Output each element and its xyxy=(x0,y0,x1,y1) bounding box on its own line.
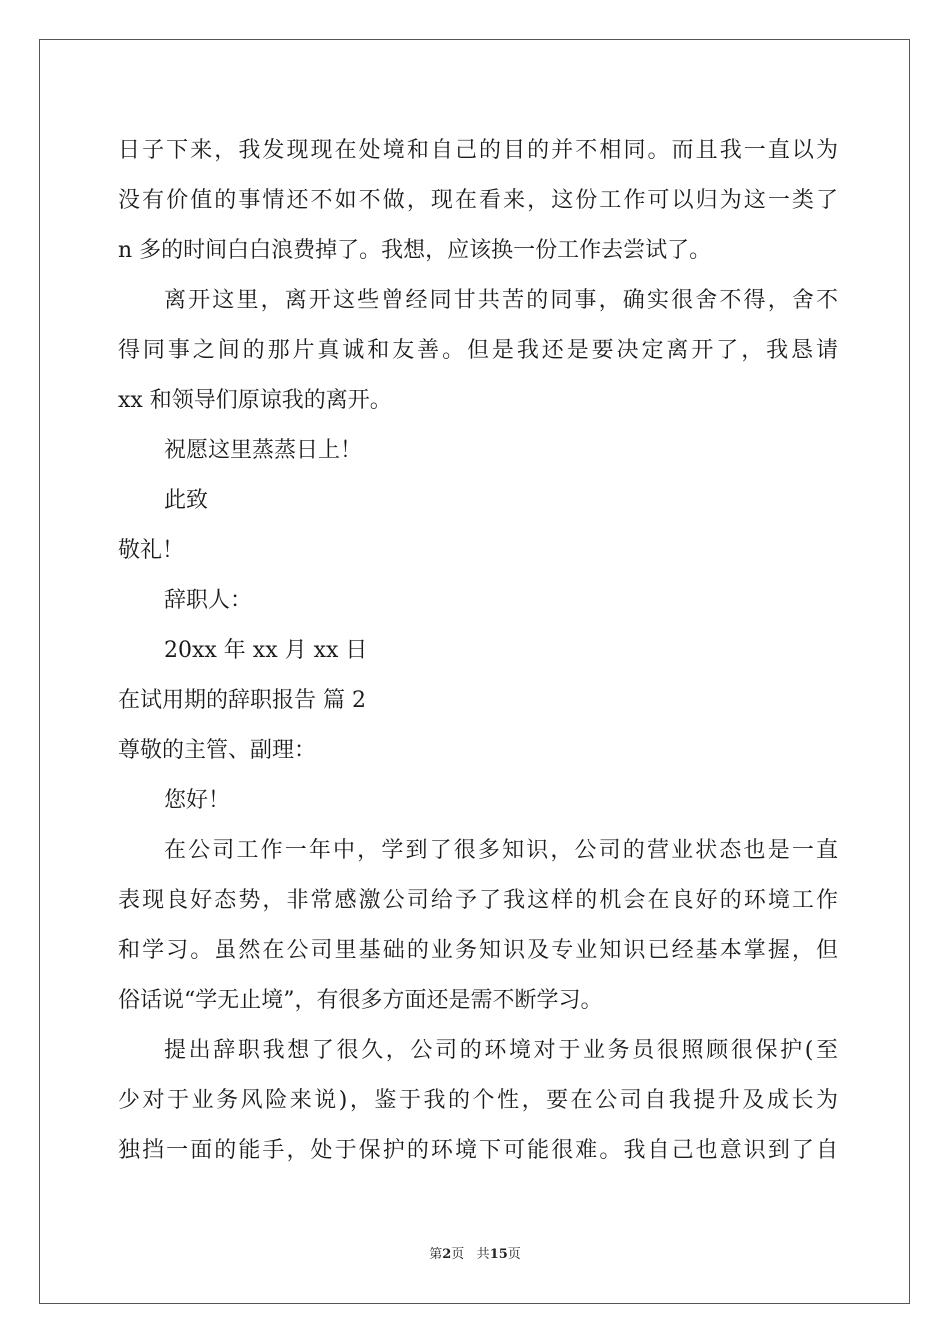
paragraph-line: 表现良好态势，非常感激公司给予了我这样的机会在良好的环境工作 xyxy=(118,888,838,913)
paragraph-line: n 多的时间白白浪费掉了。我想，应该换一份工作去尝试了。 xyxy=(118,238,712,263)
paragraph-line: 和学习。虽然在公司里基础的业务知识及专业知识已经基本掌握，但 xyxy=(118,938,838,963)
salutation-closing: 此致 xyxy=(164,488,209,513)
letter-greeting: 您好！ xyxy=(164,788,231,813)
paragraph-line: 提出辞职我想了很久，公司的环境对于业务员很照顾很保护(至 xyxy=(164,1038,838,1063)
paragraph-line: 少对于业务风险来说)，鉴于我的个性，要在公司自我提升及成长为 xyxy=(118,1088,838,1113)
paragraph-line: 在公司工作一年中，学到了很多知识，公司的营业状态也是一直 xyxy=(164,838,838,863)
closing-wish: 祝愿这里蒸蒸日上！ xyxy=(164,438,363,463)
section-heading: 在试用期的辞职报告 篇 2 xyxy=(118,688,366,713)
page-unit: 页 xyxy=(451,1247,465,1262)
total-page-count: 15 xyxy=(489,1247,508,1262)
salutation-regards: 敬礼！ xyxy=(118,538,185,563)
paragraph-line: 俗话说“学无止境”，有很多方面还是需不断学习。 xyxy=(118,988,603,1013)
date-line: 20xx 年 xx 月 xx 日 xyxy=(164,638,368,663)
total-unit: 页 xyxy=(507,1247,521,1262)
paragraph-line: 日子下来，我发现现在处境和自己的目的并不相同。而且我一直以为 xyxy=(118,138,838,163)
signature-label: 辞职人： xyxy=(164,588,253,613)
total-prefix: 共 xyxy=(476,1247,490,1262)
paragraph-line: 独挡一面的能手，处于保护的环境下可能很难。我自己也意识到了自 xyxy=(118,1138,838,1163)
document-body xyxy=(118,126,838,1176)
current-page-number: 2 xyxy=(442,1247,452,1262)
paragraph-line: 得同事之间的那片真诚和友善。但是我还是要决定离开了，我恳请 xyxy=(118,338,838,363)
page-footer xyxy=(0,1245,950,1265)
paragraph-line: 离开这里，离开这些曾经同甘共苦的同事，确实很舍不得，舍不 xyxy=(164,288,838,313)
letter-addressee: 尊敬的主管、副理： xyxy=(118,738,317,763)
paragraph-line: xx 和领导们原谅我的离开。 xyxy=(118,388,392,413)
page-prefix: 第 xyxy=(429,1247,443,1262)
paragraph-line: 没有价值的事情还不如不做，现在看来，这份工作可以归为这一类了 xyxy=(118,188,838,213)
